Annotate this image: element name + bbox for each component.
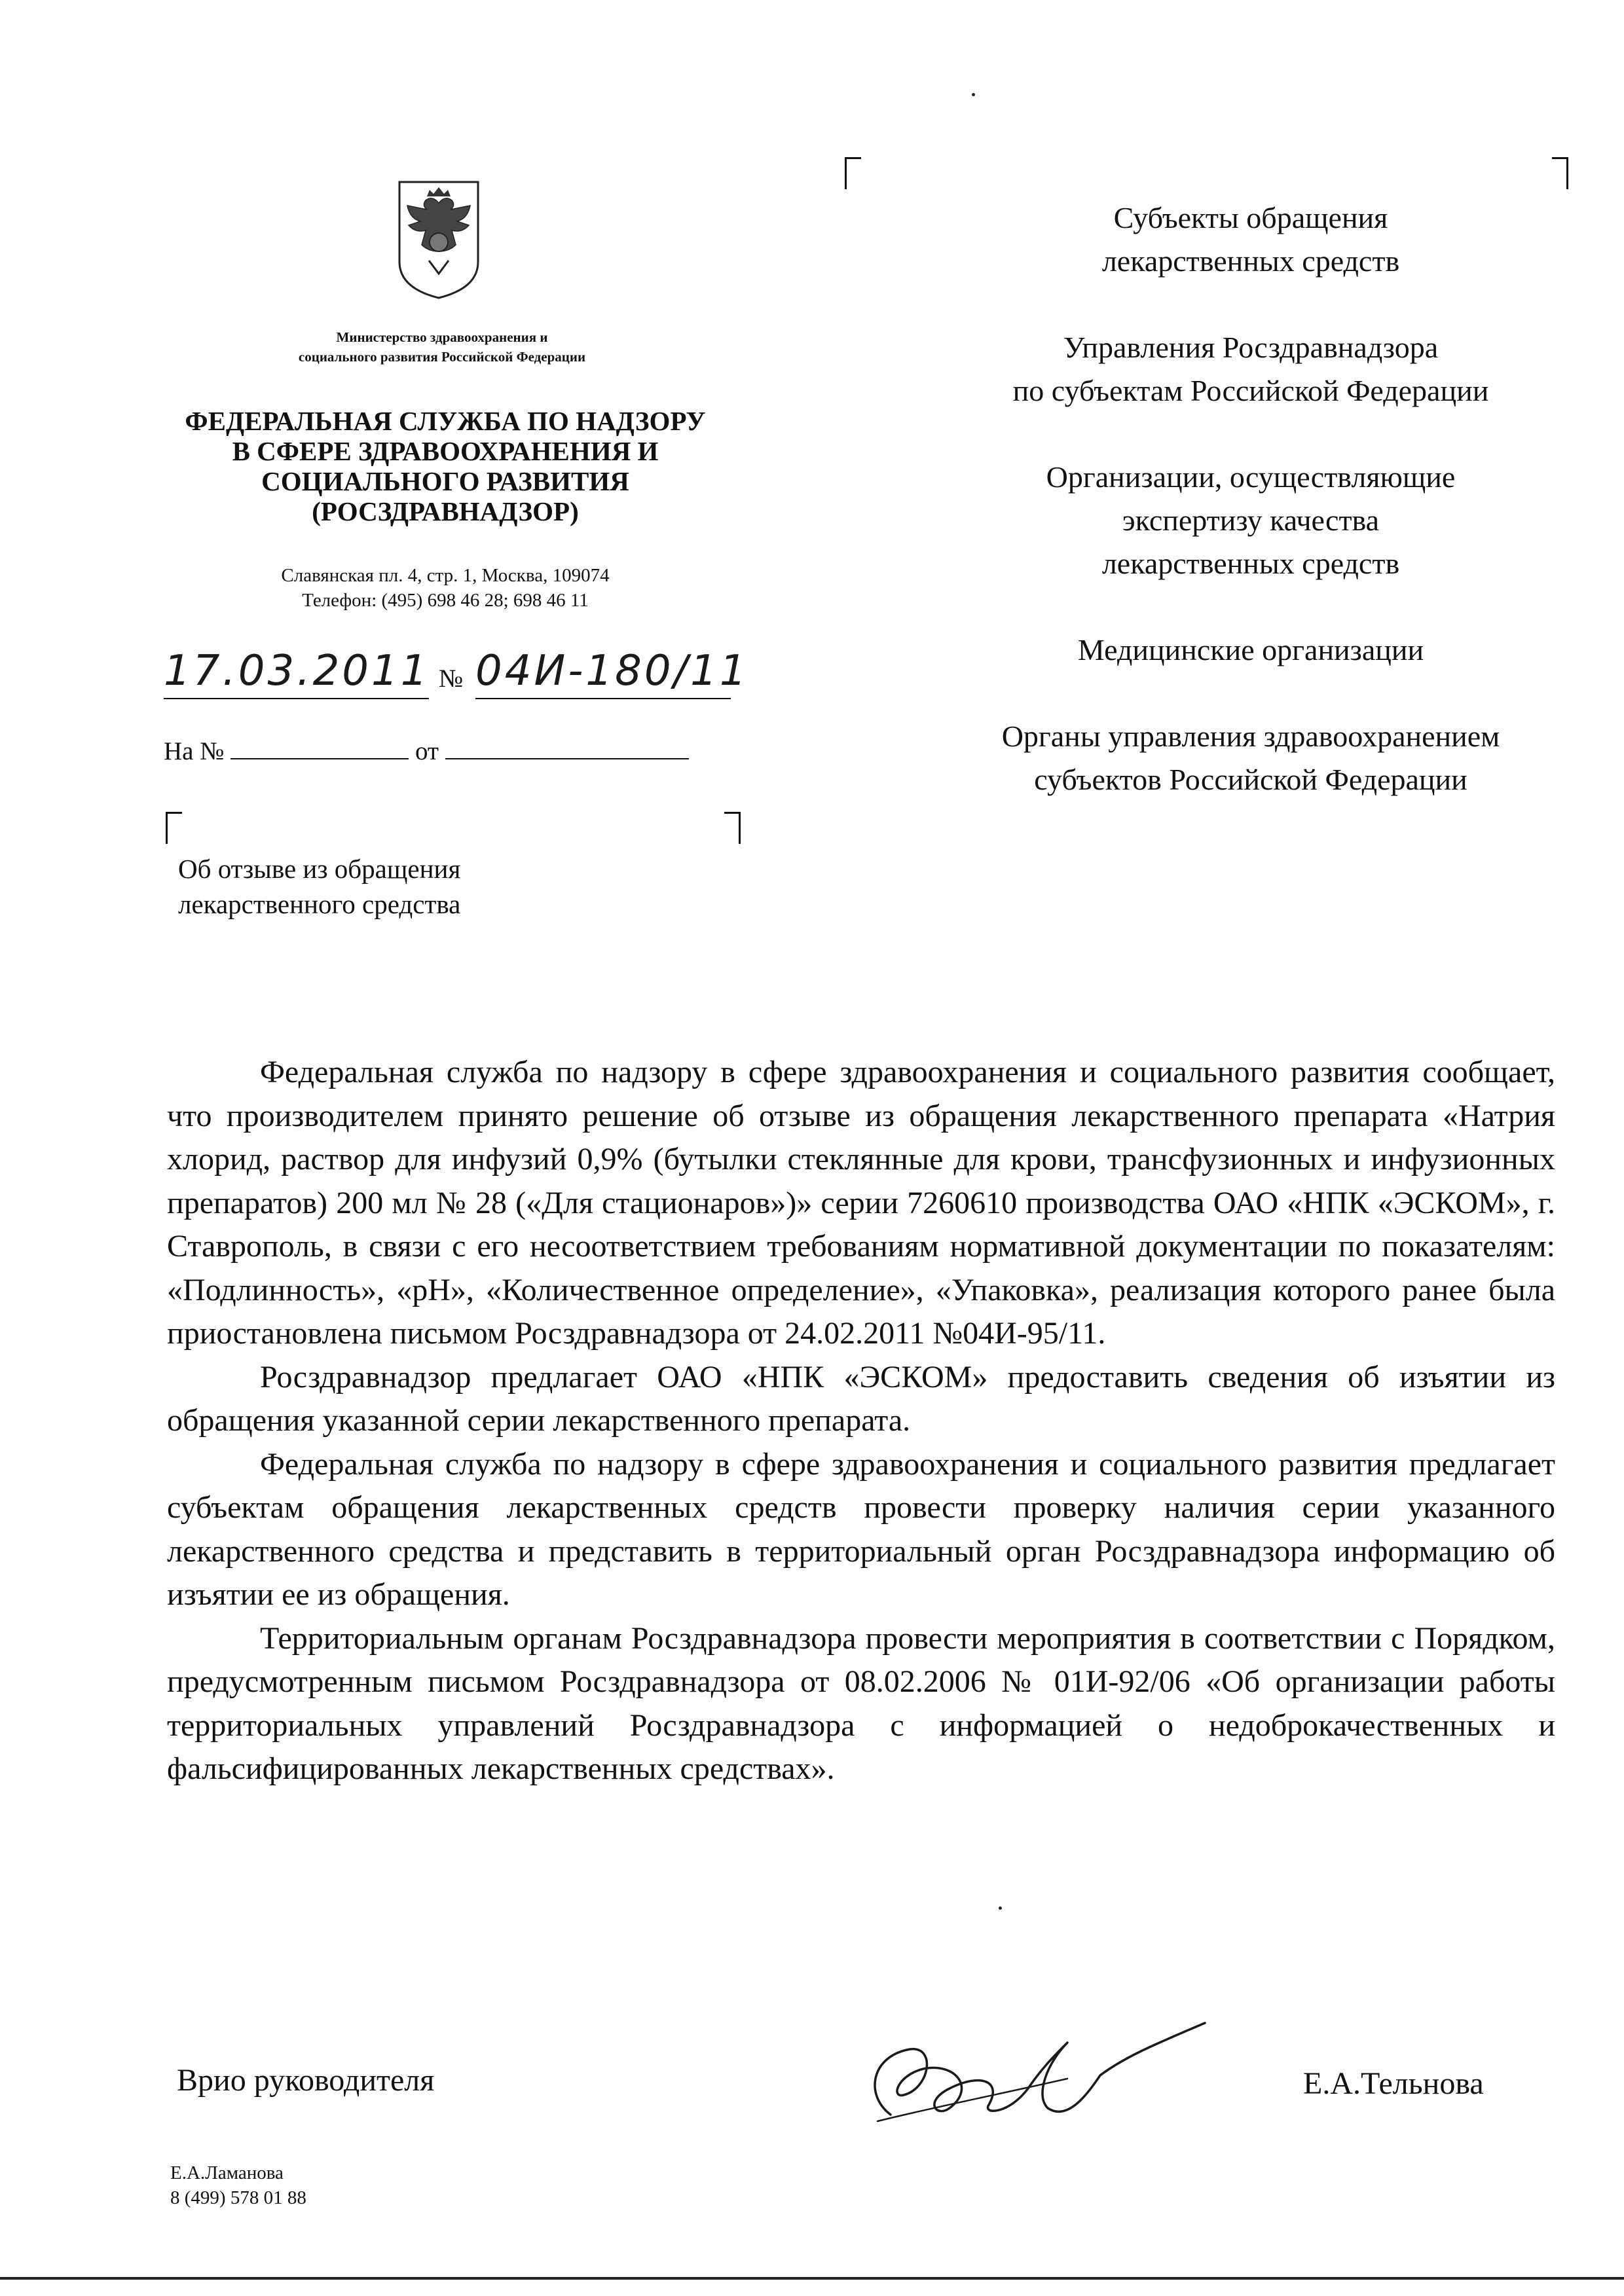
recipient-group: Субъекты обращения лекарственных средств <box>1101 201 1400 278</box>
number-sign: № <box>439 665 464 693</box>
executor-info: Е.А.Ламанова 8 (499) 578 01 88 <box>170 2162 306 2208</box>
body-paragraph: Федеральная служба по надзору в сфере здравоохранения и социального развития предлагает субъектам обращения лекарственных средств провести проверку наличия серии указанного лекарственного средства и представить в территориальный орган Росздравнадзора информацию об изъятии ее из обращения. <box>167 1446 1555 1612</box>
body-paragraph: Росздравнадзор предлагает ОАО «НПК «ЭСКОМ» предоставить сведения об изъятии из обращения указанной серии лекарственного препарата. <box>167 1359 1555 1438</box>
registration-date: 17.03.2011 <box>164 648 429 699</box>
body-paragraph: Территориальным органам Росздравнадзора провести мероприятия в соответствии с Порядком, предусмотренным письмом Росздравнадзора от 08.02.2006 № 01И-92/06 «Об организации работы территориальных управлений Росздравнадзора с информацией о недоброкачественных и фальсифицированных лекарственных средствах». <box>167 1620 1555 1786</box>
recipient-group: Медицинские организации <box>1077 633 1424 666</box>
reference-line: На № от <box>164 737 689 766</box>
service-name: ФЕДЕРАЛЬНАЯ СЛУЖБА ПО НАДЗОРУ В СФЕРЕ ЗДРАВООХРАНЕНИЯ И СОЦИАЛЬНОГО РАЗВИТИЯ (РОСЗДРАВНАДЗОР) <box>185 406 706 526</box>
signatory-title: Врио руководителя <box>177 2063 435 2098</box>
subject-corner-left <box>166 812 182 844</box>
recipient-group: Органы управления здравоохранением субъектов Российской Федерации <box>1001 720 1500 796</box>
bottom-scan-edge <box>0 2277 1624 2280</box>
russian-coat-of-arms-icon <box>393 177 485 301</box>
registration-number: 04И-180/11 <box>475 648 731 699</box>
recipient-corner-right <box>1552 157 1568 189</box>
letter-subject: Об отзыве из обращения лекарственного средства <box>178 854 461 919</box>
recipient-group: Организации, осуществляющие экспертизу качества лекарственных средств <box>1046 460 1456 580</box>
ministry-name: Министерство здравоохранения и социального развития Российской Федерации <box>298 329 586 365</box>
recipient-group: Управления Росздравнадзора по субъектам Российской Федерации <box>1012 331 1489 407</box>
scan-speck <box>972 93 975 96</box>
recipients-block <box>910 196 1591 845</box>
service-address: Славянская пл. 4, стр. 1, Москва, 109074 Телефон: (495) 698 46 28; 698 46 11 <box>281 565 610 611</box>
subject-corner-right <box>724 812 741 844</box>
recipient-corner-left <box>845 157 861 189</box>
letter-body <box>167 1051 1555 1791</box>
body-paragraph: Федеральная служба по надзору в сфере здравоохранения и социального развития сообщает, что производителем принято решение об отзыве из обращения лекарственного препарата «Натрия хлорид, раствор для инфузий 0,9% (бутылки стеклянные для крови, трансфузионных и инфузионных препаратов) 200 мл № 28 («Для стационаров»)» серии 7260610 производства ОАО «НПК «ЭСКОМ», г. Ставрополь, в связи с его несоответствием требованиям нормативной документации по показателям: «Подлинность», «pH», «Количественное определение», «Упаковка», реализация которого ранее была приостановлена письмом Росздравнадзора от 24.02.2011 №04И-95/11. <box>167 1055 1555 1351</box>
signatory-name: Е.А.Тельнова <box>1303 2066 1484 2101</box>
registration-line <box>164 647 749 701</box>
handwritten-signature-icon <box>851 2016 1218 2128</box>
scan-speck <box>999 1906 1002 1910</box>
